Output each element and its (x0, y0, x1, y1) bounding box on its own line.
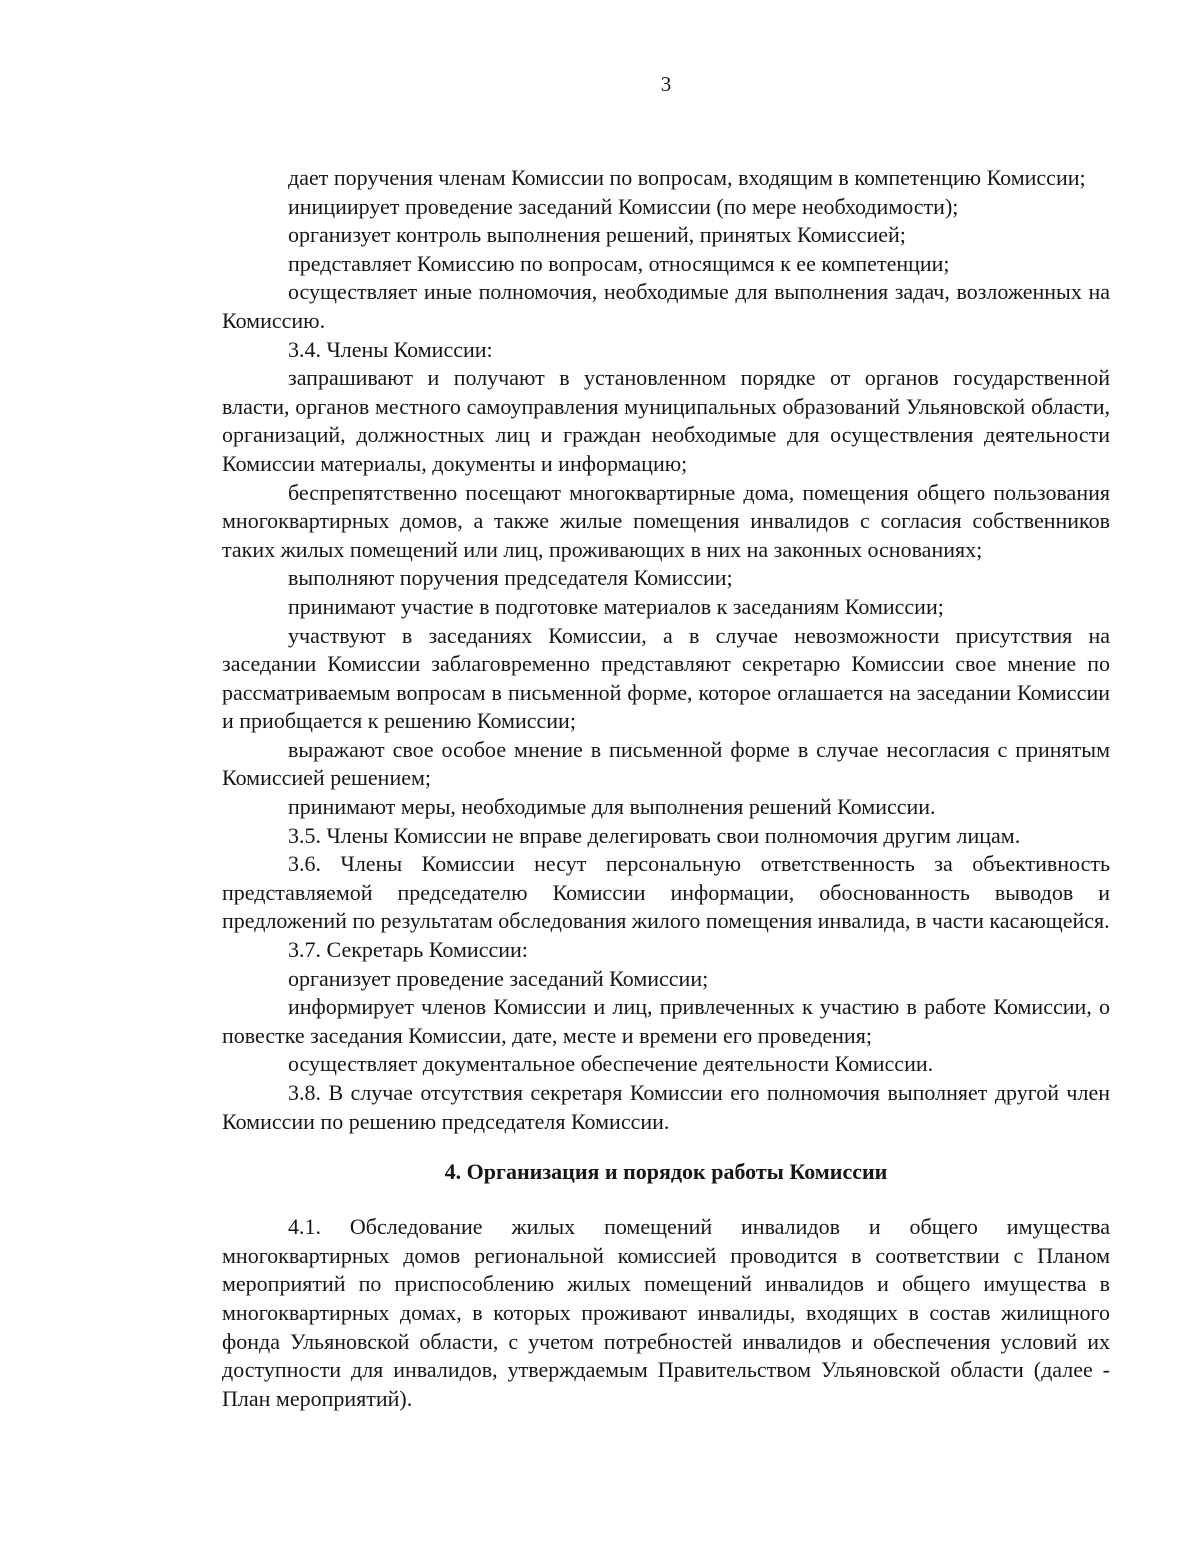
section-4-body (222, 1213, 1110, 1413)
paragraph: 3.7. Секретарь Комиссии: (288, 937, 528, 963)
paragraph: осуществляет иные полномочия, необходимые для выполнения задач, возложенных на Комиссию. (222, 279, 1110, 333)
paragraph: организует проведение заседаний Комиссии; (288, 965, 709, 991)
page-number: 3 (660, 72, 672, 96)
paragraph: представляет Комиссию по вопросам, относящимся к ее компетенции; (288, 250, 950, 276)
paragraph: беспрепятственно посещают многоквартирные дома, помещения общего пользования многоквартирных домов, а также жилые помещения инвалидов с согласия собственников таких жилых помещений или лиц, проживающих в них на законных основаниях; (222, 479, 1110, 562)
section-3-continuation (222, 164, 1110, 1136)
paragraph: 3.4. Члены Комиссии: (288, 336, 493, 362)
paragraph: запрашивают и получают в установленном порядке от органов государственной власти, органов местного самоуправления муниципальных образований Ульяновской области, организаций, должностных лиц и граждан необходимые для осуществления деятельности Комиссии материалы, документы и информацию; (222, 365, 1110, 476)
paragraph: осуществляет документальное обеспечение деятельности Комиссии. (288, 1051, 934, 1077)
section-heading: 4. Организация и порядок работы Комиссии (444, 1159, 888, 1185)
paragraph: принимают меры, необходимые для выполнения решений Комиссии. (288, 794, 936, 820)
paragraph: выражают свое особое мнение в письменной форме в случае несогласия с принятым Комиссией решением; (222, 736, 1110, 791)
document-body (222, 164, 1110, 1413)
paragraph: 3.5. Члены Комиссии не вправе делегировать свои полномочия другим лицам. (288, 822, 1021, 848)
paragraph: принимают участие в подготовке материалов к заседаниям Комиссии; (288, 593, 944, 619)
paragraph: информирует членов Комиссии и лиц, привлеченных к участию в работе Комиссии, о повестке заседания Комиссии, дате, месте и времени его проведения; (222, 994, 1110, 1048)
paragraph: инициирует проведение заседаний Комиссии (по мере необходимости); (288, 193, 959, 219)
paragraph: дает поручения членам Комиссии по вопросам, входящим в компетенцию Комиссии; (288, 165, 1086, 190)
paragraph: организует контроль выполнения решений, принятых Комиссией; (288, 222, 906, 248)
paragraph: участвуют в заседаниях Комиссии, а в случае невозможности присутствия на заседании Комиссии заблаговременно представляют секретарю Комиссии свое мнение по рассматриваемым вопросам в письменной форме, которое оглашается на заседании Комиссии и приобщается к решению Комиссии; (222, 622, 1110, 734)
paragraph: 4.1. Обследование жилых помещений инвалидов и общего имущества многоквартирных домов региональной комиссией проводится в соответствии с Планом мероприятий по приспособлению жилых помещений инвалидов и общего имущества в многоквартирных домах, в которых проживают инвалиды, входящих в состав жилищного фонда Ульяновской области, с учетом потребностей инвалидов и обеспечения условий их доступности для инвалидов, утверждаемым Правительством Ульяновской области (далее - План мероприятий). (222, 1214, 1110, 1411)
paragraph: 3.8. В случае отсутствия секретаря Комиссии его полномочия выполняет другой член Комиссии по решению председателя Комиссии. (222, 1080, 1110, 1134)
paragraph: выполняют поручения председателя Комиссии; (288, 565, 733, 591)
paragraph: 3.6. Члены Комиссии несут персональную ответственность за объективность представляемой председателю Комиссии информации, обоснованность выводов и предложений по результатам обследования жилого помещения инвалида, в части касающейся. (222, 851, 1110, 934)
